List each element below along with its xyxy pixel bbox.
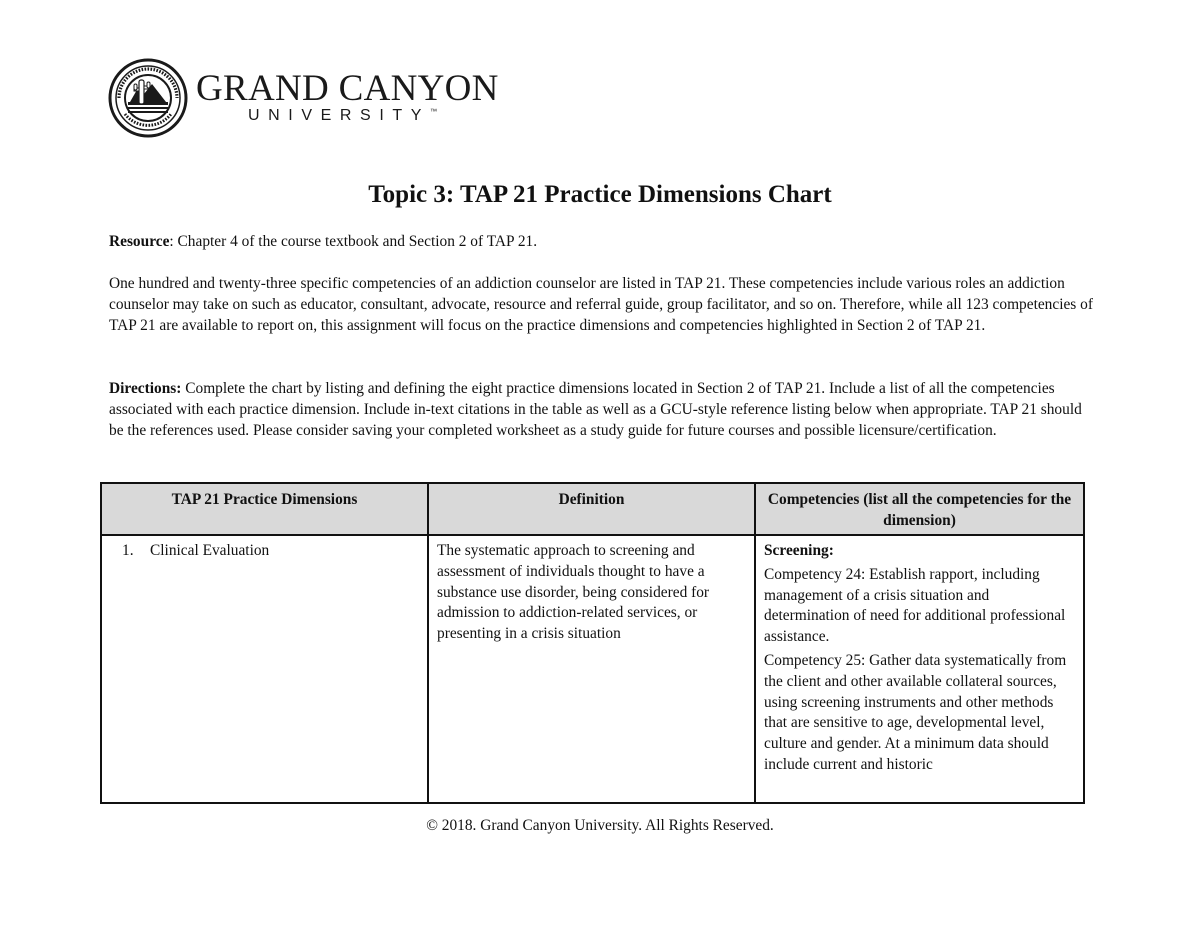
dimension-number: 1. (122, 542, 134, 559)
page-title: Topic 3: TAP 21 Practice Dimensions Chart (368, 181, 832, 208)
wordmark-subname-text: UNIVERSITY (248, 107, 431, 124)
copyright-footer: © 2018. Grand Canyon University. All Rights Reserved. (426, 817, 774, 834)
university-seal-icon (108, 58, 188, 138)
university-logo (108, 58, 499, 138)
definition-text: The systematic approach to screening and assessment of individuals thought to have a substance use disorder, being considered for admission to addiction-related services, or presenting in a crisis situation (437, 542, 710, 643)
competency-heading: Screening: (764, 542, 834, 559)
wordmark-name: GRAND CANYON (196, 68, 499, 109)
directions-text: Complete the chart by listing and defining the eight practice dimensions located in Section 2 of TAP 21. Include a list of all the competencies associated with each practice dimension. Include in-text citations in the table as well as a GCU-style reference listing below when appropriate. TAP 21 should be the references used. Please consider saving your completed worksheet as a study guide for future courses and possible licensure/certification. (109, 380, 1082, 439)
trademark-symbol: ™ (430, 108, 438, 116)
competencies-cell[interactable] (755, 535, 1084, 803)
competency-item: Competency 25: Gather data systematically from the client and other available collateral sources, using screening instruments and other methods that are sensitive to age, developmental level, culture and gender. At a minimum data should include current and historic (764, 651, 1067, 773)
resource-label: Resource (109, 233, 170, 250)
resource-text: : Chapter 4 of the course textbook and Section 2 of TAP 21. (169, 233, 538, 250)
university-wordmark (196, 69, 499, 125)
table-header-row (101, 483, 1084, 535)
definition-cell[interactable] (428, 535, 755, 803)
header-definition: Definition (428, 483, 755, 535)
resource-paragraph (109, 232, 1099, 253)
dimension-item (110, 541, 419, 562)
header-competencies: Competencies (list all the competencies for the dimension) (755, 483, 1084, 535)
header-dimensions: TAP 21 Practice Dimensions (101, 483, 428, 535)
intro-paragraph: One hundred and twenty-three specific competencies of an addiction counselor are listed in TAP 21. These competencies include various roles an addiction counselor may take on such as educator, consultant, advocate, resource and referral guide, group facilitator, and so on. Therefore, while all 123 competencies of TAP 21 are available to report on, this assignment will focus on the practice dimensions and competencies highlighted in Section 2 of TAP 21. (109, 275, 1093, 334)
wordmark-subname (248, 107, 499, 125)
competency-item: Competency 24: Establish rapport, including management of a crisis situation and determination of need for additional professional assistance. (764, 565, 1066, 646)
dimension-name: Clinical Evaluation (150, 542, 270, 559)
directions-paragraph (109, 379, 1099, 441)
table-row (101, 535, 1084, 803)
practice-dimensions-table (100, 482, 1085, 804)
directions-label: Directions: (109, 380, 182, 397)
dimension-cell[interactable] (101, 535, 428, 803)
